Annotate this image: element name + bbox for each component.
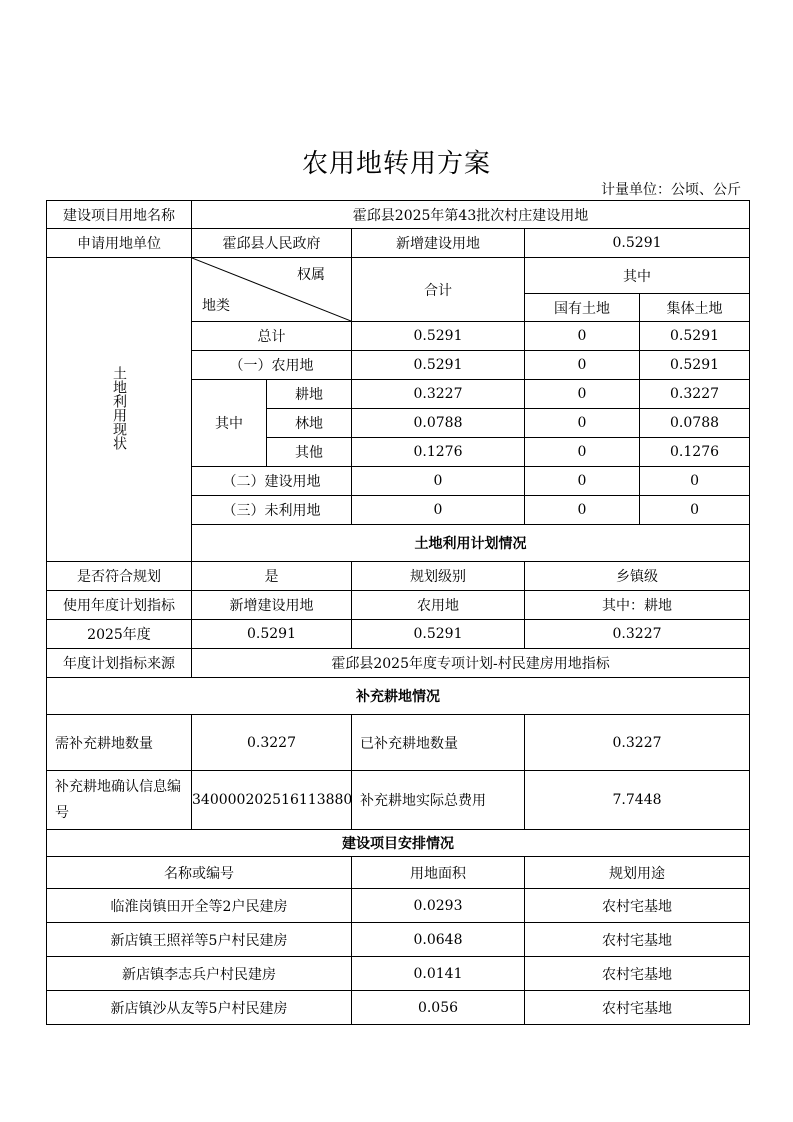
col-name-header: 名称或编号 bbox=[47, 857, 352, 889]
row-total: 0.3227 bbox=[352, 380, 525, 409]
year-c3: 0.3227 bbox=[525, 620, 750, 649]
project-row bbox=[47, 201, 750, 229]
row-label: （一）农用地 bbox=[192, 351, 352, 380]
row-use: 农村宅基地 bbox=[525, 923, 750, 957]
need-label: 需补充耕地数量 bbox=[47, 715, 192, 771]
plan-source-row bbox=[47, 649, 750, 678]
land-conversion-table bbox=[46, 200, 750, 1025]
row-total: 0.1276 bbox=[352, 438, 525, 467]
indicator-c2: 农用地 bbox=[352, 591, 525, 620]
row-name: 新店镇王照祥等5户村民建房 bbox=[47, 923, 352, 957]
row-label: 其他 bbox=[267, 438, 352, 467]
row-total: 0.5291 bbox=[352, 322, 525, 351]
row-state: 0 bbox=[525, 438, 640, 467]
applicant-row bbox=[47, 229, 750, 258]
project-value: 霍邱县2025年第43批次村庄建设用地 bbox=[192, 201, 750, 229]
table-row bbox=[47, 991, 750, 1025]
year-label: 2025年度 bbox=[47, 620, 192, 649]
row-area: 0.0648 bbox=[352, 923, 525, 957]
year-c1: 0.5291 bbox=[192, 620, 352, 649]
supplement-need-row bbox=[47, 715, 750, 771]
land-status-side-label bbox=[47, 258, 192, 562]
land-status-side-text: 土地利用现状 bbox=[111, 365, 127, 450]
row-collective: 0 bbox=[640, 467, 750, 496]
plan-indicator-row bbox=[47, 591, 750, 620]
row-use: 农村宅基地 bbox=[525, 957, 750, 991]
row-total: 0 bbox=[352, 496, 525, 525]
row-state: 0 bbox=[525, 496, 640, 525]
row-state: 0 bbox=[525, 467, 640, 496]
diagonal-header-cell bbox=[192, 258, 352, 322]
row-collective: 0.1276 bbox=[640, 438, 750, 467]
plan-conform-row bbox=[47, 562, 750, 591]
row-state: 0 bbox=[525, 351, 640, 380]
row-total: 0 bbox=[352, 467, 525, 496]
arrangement-header-row bbox=[47, 857, 750, 889]
row-use: 农村宅基地 bbox=[525, 889, 750, 923]
col-state-header: 国有土地 bbox=[525, 294, 640, 322]
row-label: 耕地 bbox=[267, 380, 352, 409]
done-label: 已补充耕地数量 bbox=[352, 715, 525, 771]
row-area: 0.0293 bbox=[352, 889, 525, 923]
plan-year-row bbox=[47, 620, 750, 649]
supplement-section-row bbox=[47, 678, 750, 715]
arrangement-heading: 建设项目安排情况 bbox=[47, 830, 750, 857]
row-name: 新店镇沙从友等5户村民建房 bbox=[47, 991, 352, 1025]
sub-group-label: 其中 bbox=[192, 380, 267, 467]
indicator-label: 使用年度计划指标 bbox=[47, 591, 192, 620]
new-land-value: 0.5291 bbox=[525, 229, 750, 258]
done-value: 0.3227 bbox=[525, 715, 750, 771]
indicator-c3: 其中：耕地 bbox=[525, 591, 750, 620]
applicant-label: 申请用地单位 bbox=[47, 229, 192, 258]
row-area: 0.0141 bbox=[352, 957, 525, 991]
conform-value: 是 bbox=[192, 562, 352, 591]
level-label: 规划级别 bbox=[352, 562, 525, 591]
unit-note: 计量单位：公顷、公斤 bbox=[601, 182, 741, 198]
confirm-label: 补充耕地确认信息编号 bbox=[47, 771, 192, 830]
row-area: 0.056 bbox=[352, 991, 525, 1025]
col-use-header: 规划用途 bbox=[525, 857, 750, 889]
col-total-header: 合计 bbox=[352, 258, 525, 322]
row-collective: 0 bbox=[640, 496, 750, 525]
level-value: 乡镇级 bbox=[525, 562, 750, 591]
table-row bbox=[47, 923, 750, 957]
diag-bottom-label: 地类 bbox=[202, 298, 230, 314]
diag-top-label: 权属 bbox=[297, 267, 325, 283]
row-collective: 0.5291 bbox=[640, 351, 750, 380]
need-value: 0.3227 bbox=[192, 715, 352, 771]
source-label: 年度计划指标来源 bbox=[47, 649, 192, 678]
supplement-confirm-row bbox=[47, 771, 750, 830]
row-total: 0.5291 bbox=[352, 351, 525, 380]
cost-label: 补充耕地实际总费用 bbox=[352, 771, 525, 830]
table-row bbox=[47, 889, 750, 923]
col-among-header: 其中 bbox=[525, 258, 750, 294]
source-value: 霍邱县2025年度专项计划-村民建房用地指标 bbox=[192, 649, 750, 678]
plan-heading: 土地利用计划情况 bbox=[192, 525, 750, 562]
arrangement-section-row bbox=[47, 830, 750, 857]
row-label: （三）未利用地 bbox=[192, 496, 352, 525]
row-label: 总计 bbox=[192, 322, 352, 351]
indicator-c1: 新增建设用地 bbox=[192, 591, 352, 620]
conform-label: 是否符合规划 bbox=[47, 562, 192, 591]
table-row bbox=[47, 957, 750, 991]
row-state: 0 bbox=[525, 409, 640, 438]
col-area-header: 用地面积 bbox=[352, 857, 525, 889]
row-state: 0 bbox=[525, 322, 640, 351]
year-c2: 0.5291 bbox=[352, 620, 525, 649]
row-name: 临淮岗镇田开全等2户民建房 bbox=[47, 889, 352, 923]
row-label: （二）建设用地 bbox=[192, 467, 352, 496]
status-header-row bbox=[47, 258, 750, 294]
supplement-heading: 补充耕地情况 bbox=[47, 678, 750, 715]
row-collective: 0.0788 bbox=[640, 409, 750, 438]
applicant-value: 霍邱县人民政府 bbox=[192, 229, 352, 258]
row-collective: 0.3227 bbox=[640, 380, 750, 409]
cost-value: 7.7448 bbox=[525, 771, 750, 830]
row-total: 0.0788 bbox=[352, 409, 525, 438]
row-label: 林地 bbox=[267, 409, 352, 438]
col-collective-header: 集体土地 bbox=[640, 294, 750, 322]
row-name: 新店镇李志兵户村民建房 bbox=[47, 957, 352, 991]
new-land-label: 新增建设用地 bbox=[352, 229, 525, 258]
row-use: 农村宅基地 bbox=[525, 991, 750, 1025]
project-label: 建设项目用地名称 bbox=[47, 201, 192, 229]
row-state: 0 bbox=[525, 380, 640, 409]
row-collective: 0.5291 bbox=[640, 322, 750, 351]
confirm-value: 340000202516113880 bbox=[192, 771, 352, 830]
page-title: 农用地转用方案 bbox=[301, 149, 491, 179]
